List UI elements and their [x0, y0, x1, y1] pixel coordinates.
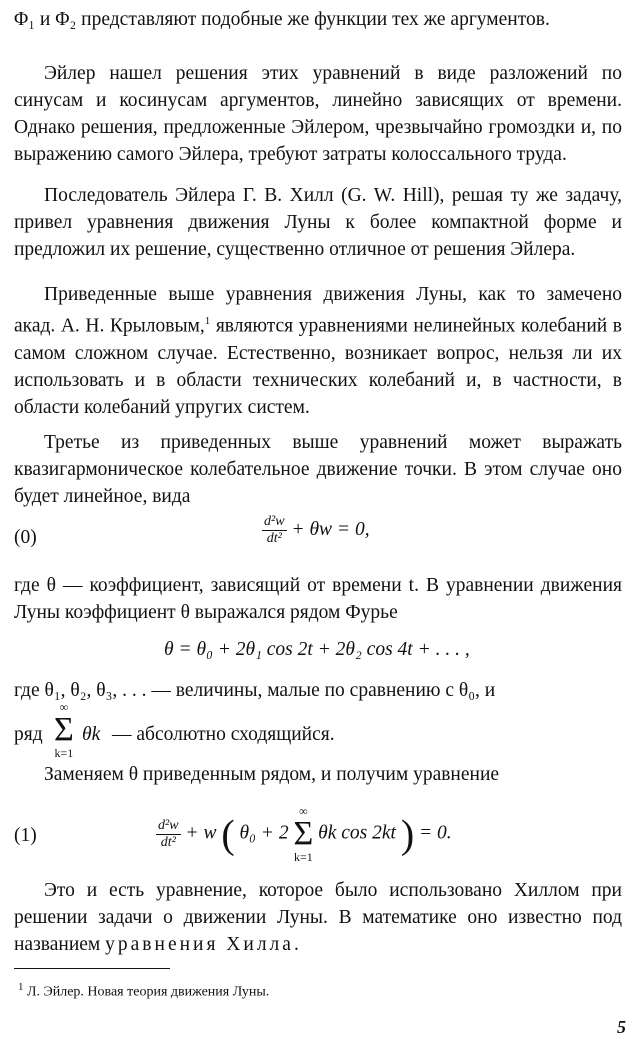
equation-1-label: (1): [14, 825, 37, 846]
paragraph-4-part-a: Приведенные выше уравнения движения Луны, как то замечено акад. А. Н. Крыловым,: [14, 284, 622, 337]
equation-1-end: = 0.: [419, 822, 452, 844]
fourier-series-formula: θ = θ₀ + 2θ₁ cos 2t + 2θ₂ cos 4t + . . . ,: [164, 639, 470, 660]
footnote-mark: 1: [18, 981, 24, 993]
paragraph-10-part-a: Это и есть уравнение, которое было использовано Хиллом при решении задачи о движении Луны. В математике оно известно под названием: [14, 880, 622, 955]
page-number: 5: [617, 1017, 626, 1037]
paragraph-4: [14, 281, 622, 421]
equation-0-label: (0): [14, 527, 37, 548]
paragraph-10: [14, 877, 622, 958]
equation-1-sum: ∞ Σ k=1: [293, 804, 314, 864]
paragraph-8: [14, 700, 622, 760]
paragraph-6: где θ — коэффициент, зависящий от времени t. В уравнении движения Луны коэффициент θ выражался рядом Фурье: [14, 575, 622, 623]
equation-0-formula: [262, 514, 370, 547]
footnote: [18, 978, 269, 1002]
footnote-text: Л. Эйлер. Новая теория движения Луны.: [27, 984, 270, 1000]
paragraph-1: Φ₁ и Φ₂ представляют подобные же функции тех же аргументов.: [14, 9, 550, 30]
equation-0: [0, 510, 640, 570]
fraction-numerator: d²w: [264, 514, 285, 529]
footnote-divider: [14, 968, 170, 969]
paragraph-8-pre: ряд: [14, 724, 43, 745]
paragraph-3: Последователь Эйлера Г. В. Хилл (G. W. Hill), решая ту же задачу, привел уравнения движения Луны к более компактной форме и предложил их решение, существенно отличное от решения Эйлера.: [14, 185, 622, 260]
paragraph-4-part-b: являются уравнениями нелинейных колебаний в самом сложном случае. Естественно, возникает вопрос, нельзя ли их использовать и в области технических колебаний и, в частности, в области колебаний упругих систем.: [14, 315, 623, 418]
fraction-numerator: d²w: [158, 817, 179, 833]
equation-1: [0, 800, 640, 864]
paragraph-2: Эйлер нашел решения этих уравнений в виде разложений по синусам и косинусам аргументов, линейно зависящих от времени. Однако решения, предложенные Эйлером, чрезвычайно громоздки и, по выражению самого Эйлера, требуют затраты колоссального труда.: [14, 63, 622, 165]
equation-1-fraction: [156, 818, 181, 851]
sum-symbol: ∞ Σ k=1: [54, 700, 74, 760]
sum-upper-limit: ∞: [59, 700, 69, 714]
equation-0-rest: + θw = 0,: [291, 518, 370, 540]
fraction-denominator: dt²: [160, 834, 176, 850]
paragraph-5: Третье из приведенных выше уравнений может выражать квазигармоническое колебательное движение точки. В этом случае оно будет линейное, вида: [14, 432, 622, 507]
paragraph-10-part-b: .: [293, 934, 299, 955]
equation-1-formula: $\frac{\text{d²w}}{\text{dt²}}$ + w ( θ₀ + 2 ∞ Σ k=1 θk cos 2kt ) = 0.: [158, 804, 452, 864]
paragraph-10-spaced: уравнения Хилла: [105, 934, 294, 955]
equation-1-mid: + w: [185, 822, 217, 844]
paragraph-9: Заменяем θ приведенным рядом, и получим уравнение: [44, 764, 500, 785]
footnote-ref: 1: [204, 315, 211, 327]
equation-1-paren-b: θk cos 2kt: [318, 822, 396, 844]
fraction-denominator: dt²: [266, 531, 282, 546]
paragraph-8-post: — абсолютно сходящийся.: [112, 724, 335, 745]
equation-0-fraction: [262, 514, 287, 547]
sum-term: θk: [82, 724, 101, 745]
equation-1-paren-a: θ₀ + 2: [239, 822, 289, 844]
paragraph-7: где θ₁, θ₂, θ₃, . . . — величины, малые по сравнению с θ₀, и: [14, 680, 496, 701]
sum-lower-limit: k=1: [54, 746, 74, 760]
